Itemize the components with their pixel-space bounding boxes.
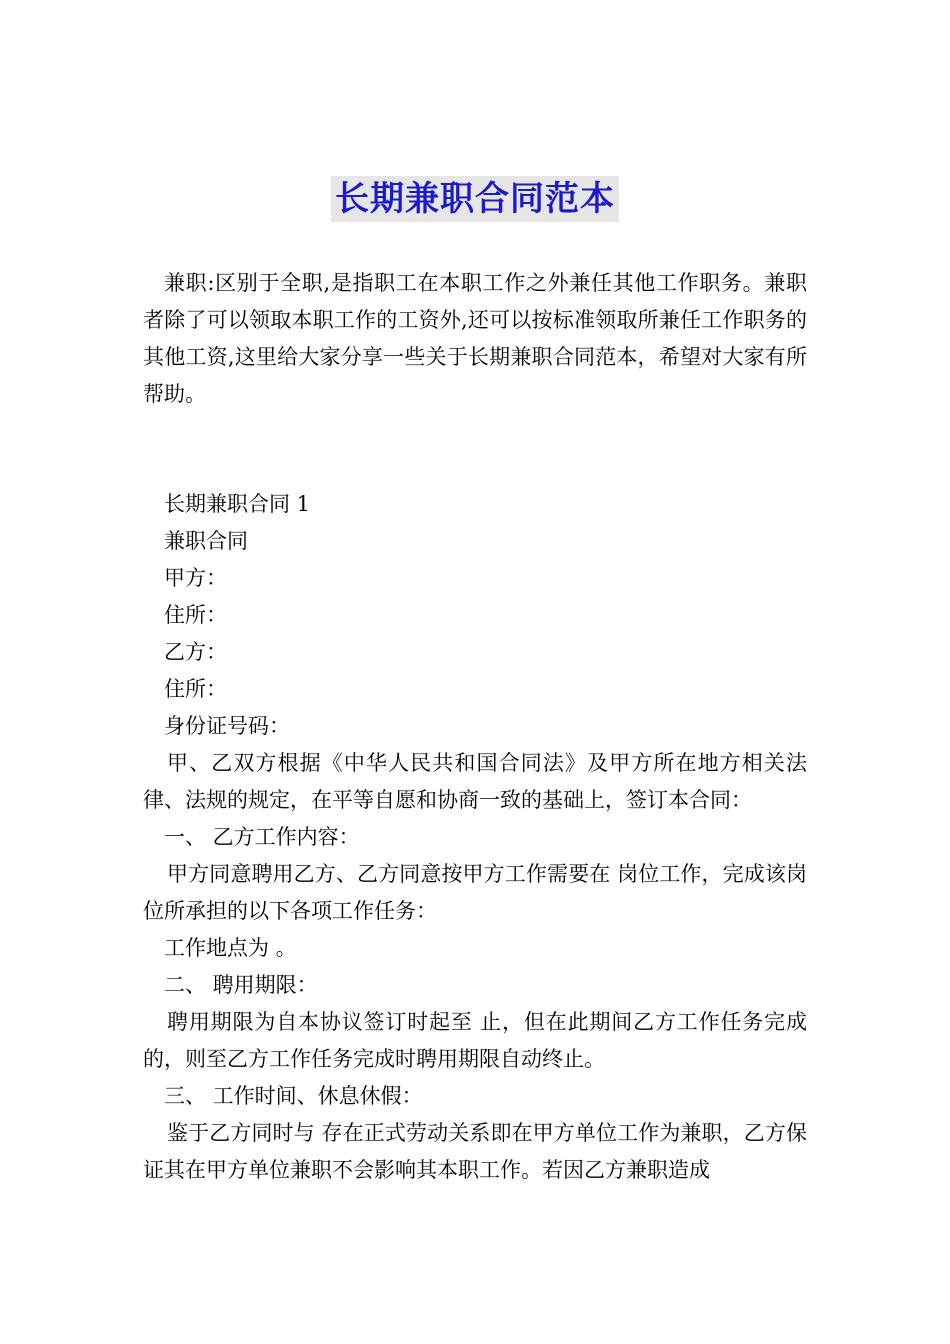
- section-1-location: 工作地点为 。: [164, 936, 297, 960]
- title-container: [0, 176, 950, 222]
- document-title: 长期兼职合同范本: [331, 176, 619, 222]
- party-a-address-field: 住所：: [164, 603, 227, 627]
- section-3-body: 鉴于乙方同时与 存在正式劳动关系即在甲方单位工作为兼职，乙方保证其在甲方单位兼职不会影响其本职工作。若因乙方兼职造成: [143, 1121, 807, 1182]
- contract-section: [143, 486, 807, 1189]
- contract-heading: 长期兼职合同 1: [164, 492, 311, 516]
- party-a-field: 甲方：: [164, 566, 227, 590]
- party-b-address-field: 住所：: [164, 677, 227, 701]
- section-2-body: 聘用期限为自本协议签订时起至 止，但在此期间乙方工作任务完成的，则至乙方工作任务完成时聘用期限自动终止。: [143, 1010, 807, 1071]
- section-3-title: 三、 工作时间、休息休假：: [164, 1084, 423, 1108]
- party-b-field: 乙方：: [164, 640, 227, 664]
- section-1-title: 一、 乙方工作内容：: [164, 825, 360, 849]
- contract-preamble: 甲、乙双方根据《中华人民共和国合同法》及甲方所在地方相关法律、法规的规定，在平等自愿和协商一致的基础上，签订本合同：: [143, 751, 807, 812]
- id-number-field: 身份证号码：: [164, 714, 290, 738]
- section-2-title: 二、 聘用期限：: [164, 973, 318, 997]
- contract-subheading: 兼职合同: [164, 529, 248, 553]
- intro-paragraph: 兼职:区别于全职,是指职工在本职工作之外兼任其他工作职务。兼职者除了可以领取本职工作的工资外,还可以按标准领取所兼任工作职务的其他工资,这里给大家分享一些关于长期兼职合同范本，希望对大家有所帮助。: [143, 271, 807, 406]
- section-1-body: 甲方同意聘用乙方、乙方同意按甲方工作需要在 岗位工作，完成该岗位所承担的以下各项工作任务：: [143, 862, 807, 923]
